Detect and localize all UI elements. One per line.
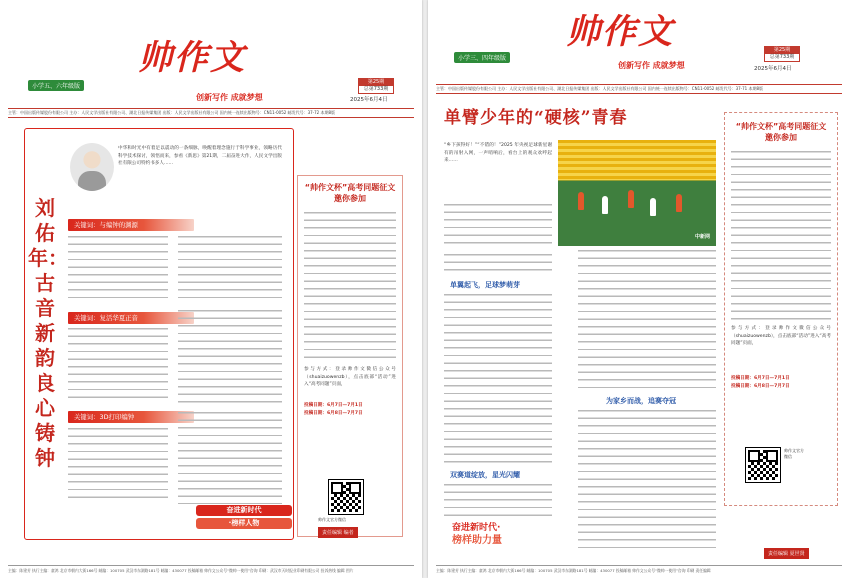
promo-line-2: ·榜样人物 (196, 518, 292, 529)
qr-caption: 帅作文官方微信 (784, 448, 804, 459)
player-figure (602, 196, 608, 214)
contest-subtitle: 邀你参加 (334, 194, 366, 203)
publisher-info: 主管：中国出版传媒股份有限公司 主办：人民文学出版社有限公司、湖北日报传媒集团 出版：人民文学出版社有限公司 国内统一连续出版物号：CN11-0052 邮发代号：37-72 本期8版 (8, 108, 414, 118)
player-figure (628, 190, 634, 208)
player-figure (676, 194, 682, 212)
issue-box (358, 78, 394, 94)
promo-line-1: 奋进新时代· (452, 523, 501, 533)
player-figure (650, 198, 656, 216)
article-title: 刘佑年：古音新韵 良心铸钟 (28, 196, 68, 470)
masthead-slogan: 创新写作 成就梦想 (618, 61, 685, 70)
publisher-info: 主管：中国出版传媒股份有限公司 主办：人民文学出版社有限公司、湖北日报传媒集团 出版：人民文学出版社有限公司 国内统一连续出版物号：CN11-0052 邮发代号：37-71 本期8版 (436, 84, 842, 94)
deadline-2: 投稿日期：6月8日—7月7日 (731, 383, 790, 389)
issue-date: 2025年6月4日 (754, 66, 792, 72)
column-text (178, 310, 282, 404)
subheading-1: 单翼起飞，足球梦萌芽 (450, 281, 520, 289)
newspaper-page-right (428, 0, 850, 578)
column-text (444, 204, 552, 248)
contest-title: “帅作文杯”高考同题征文 (735, 122, 827, 131)
photo-stands (558, 140, 716, 180)
keyword-heading-1: 关键词：与编钟的渊源 (68, 219, 194, 231)
soccer-photo (558, 140, 716, 246)
keyword-heading-3: 关键词：3D打印编钟 (68, 411, 194, 423)
masthead-title: 帅作文 (566, 12, 674, 52)
intro-paragraph: “乡下孩得好！”“不错的！”2025 年央视足球新星谢有的吊射入网，一声哨响后，看台上的观众欢呼起来…… (444, 143, 552, 164)
total-issue: 总第733期 (769, 54, 795, 60)
keyword-heading-2: 关键词：复活华夏正音 (68, 312, 194, 324)
issue-box (764, 46, 800, 62)
column-text (444, 294, 552, 464)
issue-number: 第25期 (765, 47, 799, 54)
contest-contact: 参与方式：登录帅作文微信公众号（shuaizuowenzb），点击底部“活动”进入“高考同题”页面， (304, 367, 396, 388)
column-text (68, 428, 168, 504)
deadline-1: 投稿日期：6月7日—7月1日 (304, 403, 363, 408)
promo-badge (452, 522, 552, 552)
grade-tag: 小学五、六年级版 (28, 80, 84, 91)
column-text (578, 410, 716, 550)
contest-title: “帅作文杯”高考同题征文 (304, 183, 396, 192)
qr-code (746, 448, 780, 482)
column-text (578, 250, 716, 390)
qr-caption: 帅作文官方微信 (318, 517, 346, 522)
contest-text (304, 212, 396, 362)
promo-line-2: 榜样助力量 (452, 535, 502, 546)
promo-badge (196, 505, 292, 533)
contest-text (731, 151, 831, 321)
subheading-3: 双赛道绽放，星光闪耀 (450, 471, 520, 479)
column-text (68, 236, 168, 304)
intro-paragraph: 中华和时光中有着足以震动的一条细脉，唤醒着理念施行于科学事业，领略历代科学技术探讨，领悟而来，参看《新思》第21期，二届奋进大作，人民文学出版社有限公司特约书多人…… (118, 146, 282, 167)
issue-number: 第25期 (359, 79, 393, 86)
column-text (178, 412, 282, 504)
deadline-2: 投稿日期：6月8日—7月7日 (304, 410, 363, 416)
total-issue: 总第733期 (363, 86, 389, 92)
grade-tag: 小学三、四年级版 (454, 52, 510, 63)
subheading-2: 为家乡而战，追赛夺冠 (606, 397, 676, 405)
page-footer: 主编：陈建芳 执行主编：童鸿 北京市朝内大街166号 邮编：100705 武汉市东湖路181号 邮编：430077 投稿邮箱 帅作文公众号“微帅一使用”咨询 印刷 责任编辑 (436, 565, 842, 574)
newspaper-page-left (0, 0, 422, 578)
contest-contact: 参与方式：登录帅作文微信公众号（shuaizuowenzb），点击底部“活动”进入“高考同题”页面， (731, 326, 831, 347)
column-text (444, 484, 552, 516)
photo-credit: 中新网 (694, 234, 710, 240)
deadline-1: 投稿日期：6月7日—7月1日 (731, 376, 790, 381)
article-headline: 单臂少年的“硬核”青春 (444, 108, 628, 128)
issue-date: 2025年6月4日 (350, 97, 388, 103)
column-text (68, 328, 168, 404)
masthead-title: 帅作文 (138, 38, 246, 78)
column-text (444, 254, 552, 276)
editor-tag: 责任编辑 编者 (318, 527, 358, 538)
portrait-photo (70, 143, 114, 191)
promo-line-1: 奋进新时代 (196, 505, 292, 516)
qr-code (329, 480, 363, 514)
editor-tag: 责任编辑 夏世贤 (764, 548, 809, 559)
column-text (178, 236, 282, 304)
contest-subtitle: 邀你参加 (765, 133, 797, 142)
page-footer: 主编：陈建芳 执行主编：童鸿 北京市朝内大街166号 邮编：100705 武汉市东湖路181号 邮编：430077 投稿邮箱 帅作文公众号“微帅一使用”咨询 印刷：武汉市天时报业印刷有限公司 投诉热线 编辑 图片 (8, 565, 414, 574)
player-figure (578, 192, 584, 210)
masthead-slogan: 创新写作 成就梦想 (196, 93, 263, 102)
essay-contest-box (724, 112, 838, 506)
